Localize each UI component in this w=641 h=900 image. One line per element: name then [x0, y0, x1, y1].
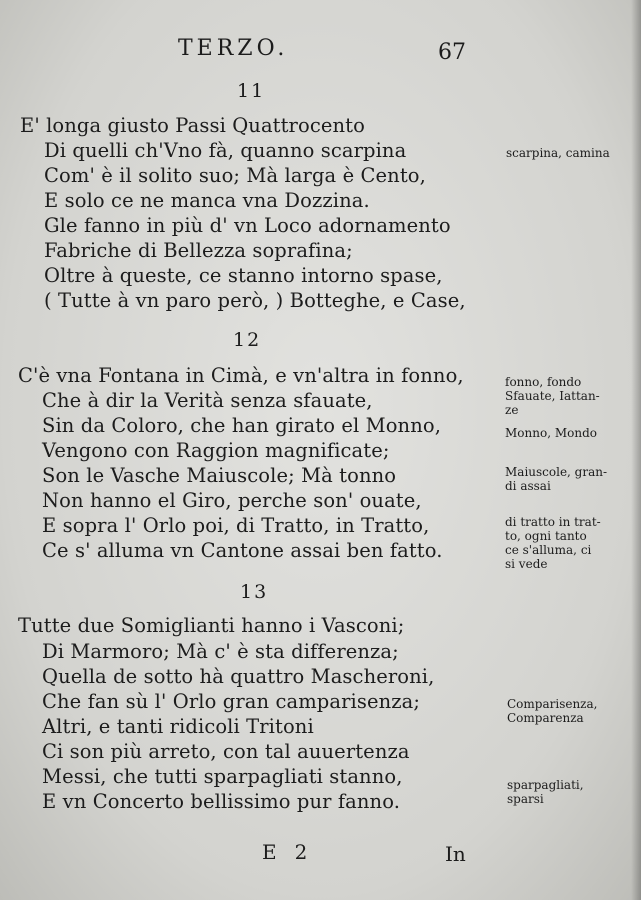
- stanza-number: 13: [240, 581, 269, 603]
- margin-note: [506, 146, 634, 160]
- page-edge-shadow: [631, 0, 641, 900]
- margin-note-line: Comparenza: [507, 711, 584, 725]
- verse-line: E vn Concerto bellissimo pur fanno.: [42, 790, 401, 813]
- verse-line: Sin da Coloro, che han girato el Monno,: [42, 414, 441, 437]
- verse-line: E' longa giusto Passi Quattrocento: [20, 114, 365, 137]
- margin-note-line: di tratto in trat-: [505, 515, 601, 529]
- verse-line: ( Tutte à vn paro però, ) Botteghe, e Case,: [44, 289, 466, 312]
- verse-line: C'è vna Fontana in Cimà, e vn'altra in fonno,: [18, 364, 464, 387]
- margin-note-line: Maiuscole, gran-: [505, 465, 608, 479]
- signature-number: 2: [294, 840, 308, 864]
- verse-line: Ce s' alluma vn Cantone assai ben fatto.: [42, 539, 443, 562]
- stanza-number: 12: [233, 329, 262, 351]
- stanza-number: 11: [237, 80, 266, 102]
- margin-note: [505, 515, 633, 571]
- signature-mark: [262, 840, 307, 864]
- signature-letter: E: [262, 840, 277, 864]
- margin-note: [507, 697, 635, 725]
- margin-note-line: Comparisenza,: [507, 697, 598, 711]
- verse-line: Di Marmoro; Mà c' è sta differenza;: [42, 640, 399, 663]
- margin-note-line: ce s'alluma, ci: [505, 543, 592, 557]
- verse-line: Ci son più arreto, con tal auuertenza: [42, 740, 410, 763]
- margin-note: [505, 375, 633, 417]
- page-number: 67: [438, 40, 466, 65]
- margin-note-line: Sfauate, Iattan-: [505, 389, 600, 403]
- verse-line: Di quelli ch'Vno fà, quanno scarpina: [44, 139, 407, 162]
- verse-line: Tutte due Somiglianti hanno i Vasconi;: [18, 614, 405, 637]
- running-head: TERZO.: [178, 36, 289, 61]
- verse-line: E sopra l' Orlo poi, di Tratto, in Tratto,: [42, 514, 430, 537]
- verse-line: Che fan sù l' Orlo gran camparisenza;: [42, 690, 421, 713]
- margin-note-line: Monno, Mondo: [505, 426, 597, 440]
- margin-note: [507, 778, 635, 806]
- verse-line: Che à dir la Verità senza sfauate,: [42, 389, 373, 412]
- margin-note-line: ze: [505, 403, 519, 417]
- verse-line: Son le Vasche Maiuscole; Mà tonno: [42, 464, 397, 487]
- verse-line: Quella de sotto hà quattro Mascheroni,: [42, 665, 435, 688]
- margin-note-line: fonno, fondo: [505, 375, 582, 389]
- verse-line: Fabriche di Bellezza soprafina;: [44, 239, 353, 262]
- verse-line: Messi, che tutti sparpagliati stanno,: [42, 765, 403, 788]
- verse-line: Oltre à queste, ce stanno intorno spase,: [44, 264, 443, 287]
- margin-note-line: si vede: [505, 557, 548, 571]
- margin-note: [505, 426, 633, 440]
- margin-note-line: sparpagliati,: [507, 778, 584, 792]
- catchword: In: [445, 842, 466, 866]
- verse-line: Altri, e tanti ridicoli Tritoni: [42, 715, 314, 738]
- verse-line: Com' è il solito suo; Mà larga è Cento,: [44, 164, 426, 187]
- verse-line: Gle fanno in più d' vn Loco adornamento: [44, 214, 451, 237]
- margin-note: [505, 465, 633, 493]
- verse-line: Non hanno el Giro, perche son' ouate,: [42, 489, 422, 512]
- verse-line: Vengono con Raggion magnificate;: [42, 439, 390, 462]
- verse-line: E solo ce ne manca vna Dozzina.: [44, 189, 370, 212]
- margin-note-line: di assai: [505, 479, 551, 493]
- margin-note-line: sparsi: [507, 792, 544, 806]
- margin-note-line: to, ogni tanto: [505, 529, 587, 543]
- margin-note-line: scarpina, camina: [506, 146, 610, 160]
